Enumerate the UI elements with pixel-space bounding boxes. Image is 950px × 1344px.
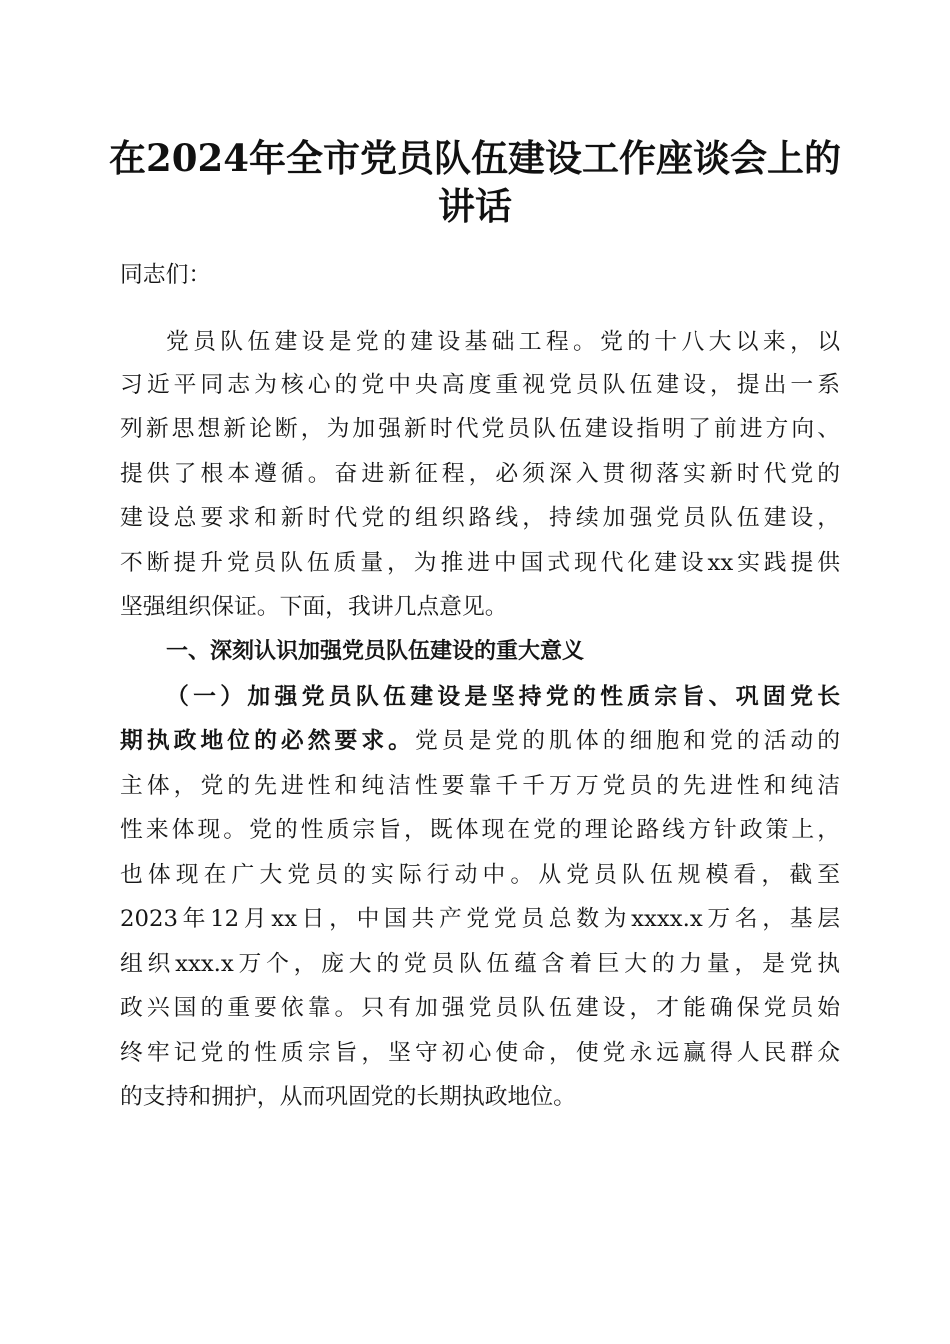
- mixed-paragraph-line: [120, 718, 840, 764]
- paragraph-line: 坚强组织保证。下面，我讲几点意见。: [120, 594, 508, 620]
- paragraph-line: 列新思想新论断，为加强新时代党员队伍建设指明了前进方向、: [120, 416, 840, 442]
- paragraph-line: 主体，党的先进性和纯洁性要靠千千万万党员的先进性和纯洁: [120, 773, 840, 799]
- paragraph-line: 党员队伍建设是党的建设基础工程。党的十八大以来，以: [166, 329, 840, 355]
- paragraph-line: 终牢记党的性质宗旨，坚守初心使命，使党永远赢得人民群众: [120, 1040, 840, 1066]
- paragraph-line: 不断提升党员队伍质量，为推进中国式现代化建设xx实践提供: [120, 550, 840, 576]
- subsection-heading-line: （一）加强党员队伍建设是坚持党的性质宗旨、巩固党长: [166, 684, 840, 710]
- paragraph-line: 组织xxx.x万个，庞大的党员队伍蕴含着巨大的力量，是党执: [120, 951, 840, 977]
- paragraph-text: 党员是党的肌体的细胞和党的活动的: [414, 728, 841, 754]
- paragraph-line: 也体现在广大党员的实际行动中。从党员队伍规模看，截至: [120, 862, 840, 888]
- document-title-line-1: 在2024年全市党员队伍建设工作座谈会上的: [109, 136, 841, 180]
- paragraph-line: 政兴国的重要依靠。只有加强党员队伍建设，才能确保党员始: [120, 995, 840, 1021]
- subsection-heading-tail: 期执政地位的必然要求。: [120, 728, 415, 754]
- paragraph-line: 提供了根本遵循。奋进新征程，必须深入贯彻落实新时代党的: [120, 461, 840, 487]
- paragraph-line: 2023年12月xx日，中国共产党党员总数为xxxx.x万名，基层: [120, 906, 840, 932]
- salutation: 同志们：: [120, 262, 212, 288]
- paragraph-line: 建设总要求和新时代党的组织路线，持续加强党员队伍建设，: [120, 505, 840, 531]
- section-heading: 一、深刻认识加强党员队伍建设的重大意义: [166, 639, 585, 664]
- document-title-line-2: 讲话: [438, 184, 512, 228]
- paragraph-line: 的支持和拥护，从而巩固党的长期执政地位。: [120, 1084, 576, 1110]
- paragraph-line: 习近平同志为核心的党中央高度重视党员队伍建设，提出一系: [120, 372, 840, 398]
- paragraph-line: 性来体现。党的性质宗旨，既体现在党的理论路线方针政策上，: [120, 817, 840, 843]
